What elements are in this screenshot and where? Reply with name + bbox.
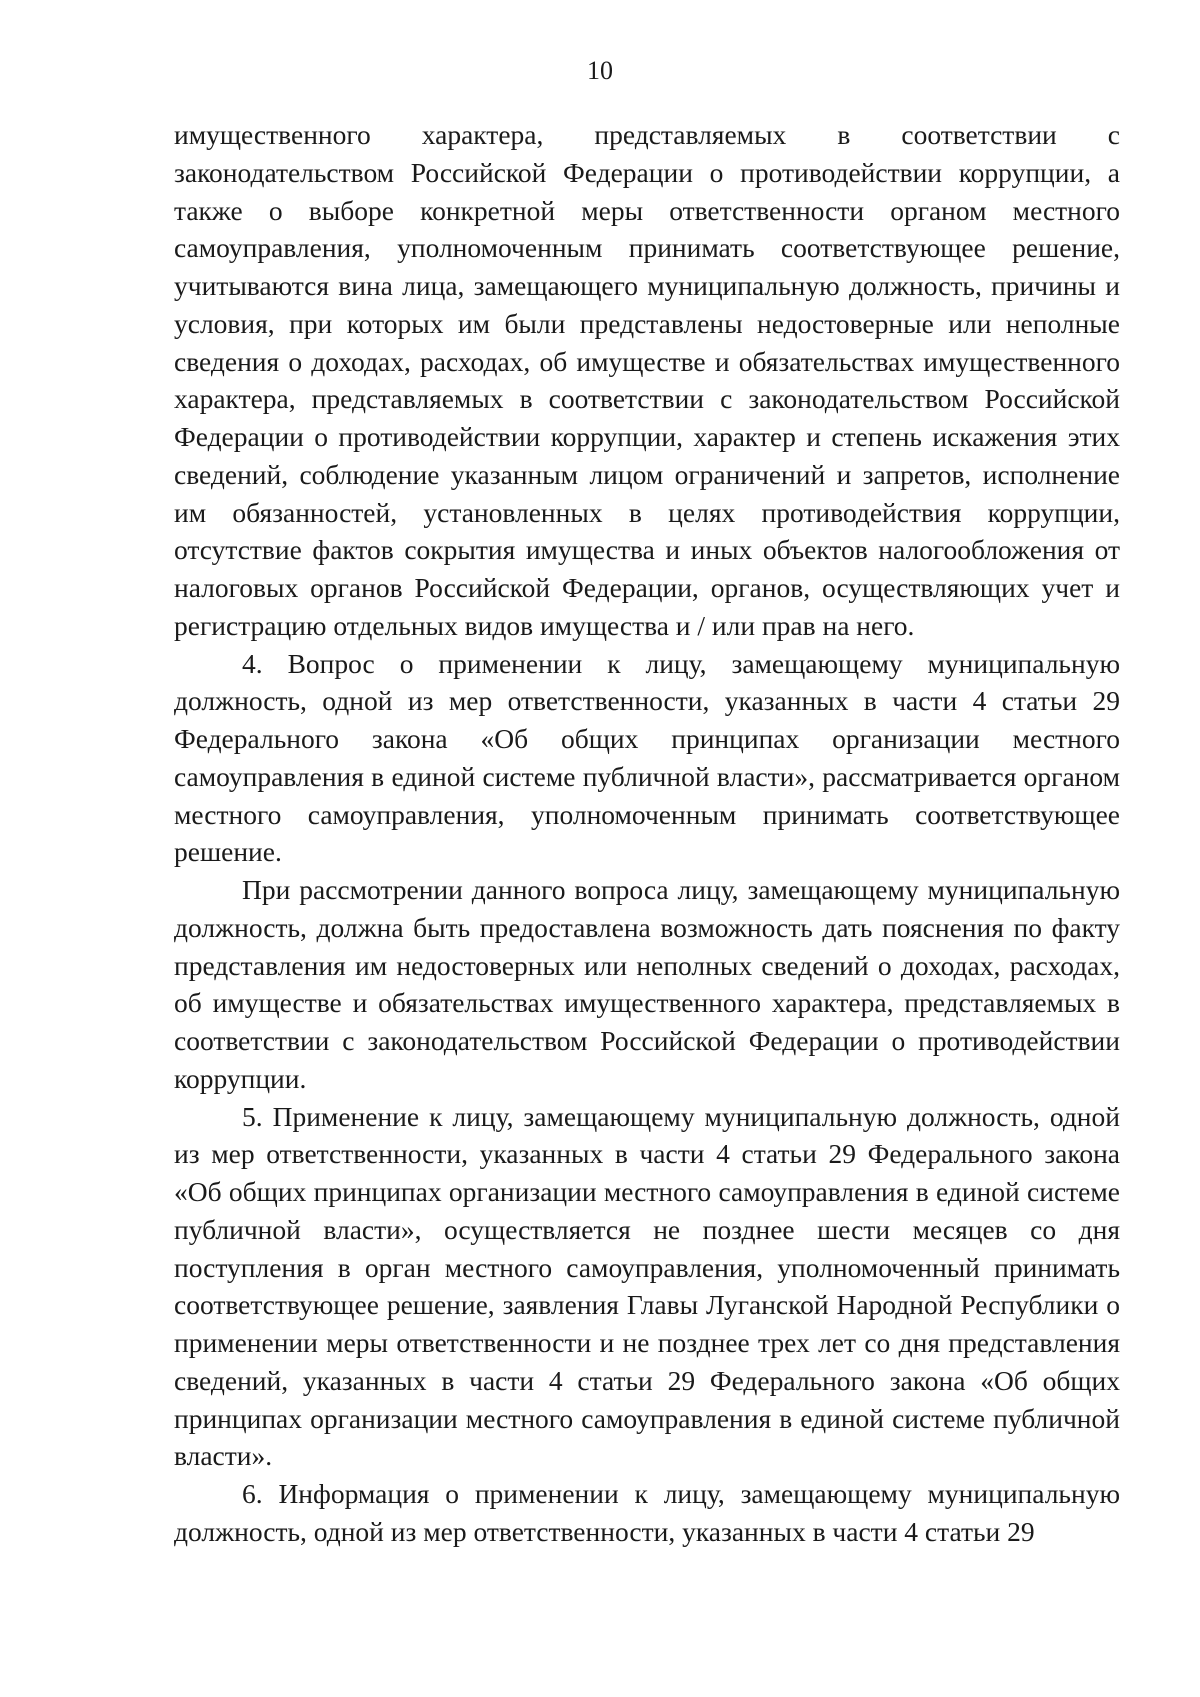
document-body (174, 116, 1120, 1551)
paragraph-item-5: 5. Применение к лицу, замещающему муниципальную должность, одной из мер ответственности, указанных в части 4 статьи 29 Федерального закона «Об общих принципах организации местного самоуправления в единой системе публичной власти», осуществляется не позднее шести месяцев со дня поступления в орган местного самоуправления, уполномоченный принимать соответствующее решение, заявления Главы Луганской Народной Республики о применении меры ответственности и не позднее трех лет со дня представления сведений, указанных в части 4 статьи 29 Федерального закона «Об общих принципах организации местного самоуправления в единой системе публичной власти». (174, 1100, 1120, 1472)
paragraph-item-4-explanation: При рассмотрении данного вопроса лицу, замещающему муниципальную должность, должна быть предоставлена возможность дать пояснения по факту представления им недостоверных или неполных сведений о доходах, расходах, об имуществе и обязательствах имущественного характера, представляемых в соответствии с законодательством Российской Федерации о противодействии коррупции. (174, 874, 1120, 1094)
paragraph-continuation: имущественного характера, представляемых в соответствии с законодательством Российской Федерации о противодействии коррупции, а также о выборе конкретной меры ответственности органом местного самоуправления, уполномоченным принимать соответствующее решение, учитываются вина лица, замещающего муниципальную должность, причины и условия, при которых им были представлены недостоверные или неполные сведения о доходах, расходах, об имуществе и обязательствах имущественного характера, представляемых в соответствии с законодательством Российской Федерации о противодействии коррупции, характер и степень искажения этих сведений, соблюдение указанным лицом ограничений и запретов, исполнение им обязанностей, установленных в целях противодействия коррупции, отсутствие фактов сокрытия имущества и иных объектов налогообложения от налоговых органов Российской Федерации, органов, осуществляющих учет и регистрацию отдельных видов имущества и / или прав на него. (174, 119, 1120, 641)
paragraph-item-6: 6. Информация о применении к лицу, замещающему муниципальную должность, одной из мер ответственности, указанных в части 4 статьи 29 (174, 1478, 1120, 1547)
paragraph-item-4: 4. Вопрос о применении к лицу, замещающему муниципальную должность, одной из мер ответственности, указанных в части 4 статьи 29 Федерального закона «Об общих принципах организации местного самоуправления в единой системе публичной власти», рассматривается органом местного самоуправления, уполномоченным принимать соответствующее решение. (174, 647, 1120, 868)
page-number: 10 (587, 56, 613, 85)
